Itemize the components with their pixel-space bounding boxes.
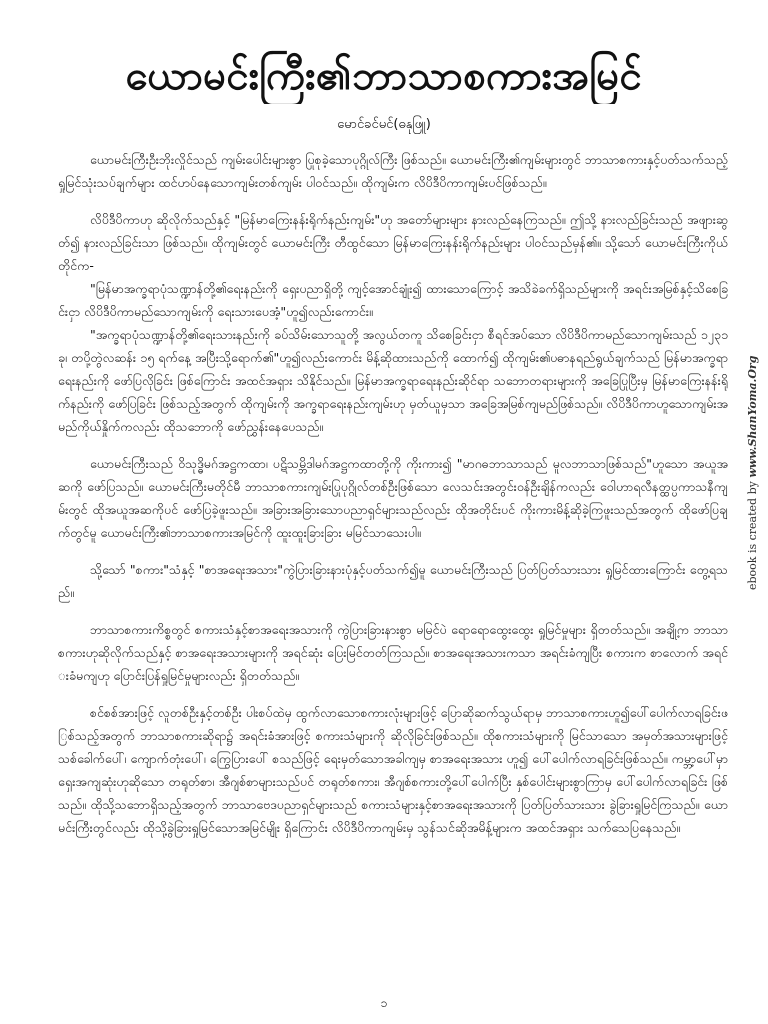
side-watermark-prefix: ebook is created by xyxy=(746,477,759,590)
paragraph: သို့သော် "စကား"သံနှင့် "စာအရေးအသား"ကွဲပြားခြားနားပုံနှင့်ပတ်သက်၍မူ ယောမင်းကြီးသည် ပြတ်ပြတ်သားသား ရှုမြင်ထားကြောင်း တွေ့ရသည်။ xyxy=(58,562,728,600)
side-watermark-text xyxy=(746,290,759,590)
article-body xyxy=(58,148,728,853)
paragraph: ယောမင်းကြီးသည် ဝိသုဒ္ဓိမဂ်အဋ္ဌကထာ၊ ပဋိသမ္ဘိဒါမဂ်အဋ္ဌကထာတို့ကို ကိုးကား၍ "မာဂဓဘာသာသည် မူလဘာသာဖြစ်သည်"ဟူသော အယူအဆကို ဖော်ပြသည်။ ယောမင်းကြီးမတိုင်မီ ဘာသာစကားကျမ်းပြုပုဂ္ဂိုလ်တစ်ဦးဖြစ်သော လေသင်းအတွင်းဝန်ဦးချိန်ကလည်း ဝေါဟာရလီနတ္ထပ္ပကာသနီကျမ်းတွင် ထိုအယူအဆကိုပင် ဖော်ပြခဲ့ဖူးသည်။ အခြားအခြားသောပညာရှင်များသည်လည်း ထိုအတိုင်းပင် ကိုးကားမိန့်ဆိုခဲ့ကြဖူးသည်အတွက် ထိုဖော်ပြချက်တွင်မူ ယောမင်းကြီး၏ဘာသာစကားအမြင်ကို ထူးထူးခြားခြား မမြင်သာသေးပါ။ xyxy=(58,456,728,540)
paragraph: လိပိဒီပိကာဟု ဆိုလိုက်သည်နှင့် "မြန်မာကြေးနန်းရိုက်နည်းကျမ်း"ဟု အတော်များများ နားလည်နေကြသည်။ ဤသို့ နားလည်ခြင်းသည် အဖျားဆွတ်၍ နားလည်ခြင်းသာ ဖြစ်သည်။ ထိုကျမ်းတွင် ယောမင်းကြီး တီထွင်သော မြန်မာကြေးနန်းရိုက်နည်းများ ပါဝင်သည်မှန်၏။ သို့သော် ယောမင်းကြီးကိုယ်တိုင်က- xyxy=(58,212,728,273)
paragraph: ယောမင်းကြီးဦးဘိုးလှိုင်သည် ကျမ်းပေါင်းများစွာ ပြုစုခဲ့သောပုဂ္ဂိုလ်ကြီး ဖြစ်သည်။ ယောမင်းကြီး၏ကျမ်းများတွင် ဘာသာစကားနှင့်ပတ်သက်သည့်ရှုမြင်သုံးသပ်ချက်များ ထင်ဟပ်နေသောကျမ်းတစ်ကျမ်း ပါဝင်သည်။ ထိုကျမ်းက လိပိဒီပိကာကျမ်းပင်ဖြစ်သည်။ xyxy=(58,152,728,190)
page-number: ၁ xyxy=(380,996,388,1010)
page-title: ယောမင်းကြီး၏ဘာသာစကားအမြင် xyxy=(125,53,643,99)
paragraph: "မြန်မာအက္ခရာပုံသဏ္ဍာန်တို့၏ရေးနည်းကို ရှေးပညာရှိတို့ ကျင့်အောင်ချုံး၍ ထားသောကြောင့် အသိခဲခက်ရှိသည်များကို အရင်းအမြစ်နှင့်သိစေခြင်းငှာ လိပိဒီပိကာမည်သောကျမ်းကို ရေးသားပေအံ့"ဟူ၍လည်းကောင်း။ xyxy=(58,281,728,319)
side-watermark-site: www.ShanYoma.Org xyxy=(746,355,759,478)
paragraph: စင်စစ်အားဖြင့် လူတစ်ဦးနှင့်တစ်ဦး ပါးစပ်ထဲမှ ထွက်လာသောစကားလုံးများဖြင့် ပြောဆိုဆက်သွယ်ရာမှ ဘာသာစကားဟူ၍ပေါ်ပေါက်လာရခြင်းဖြစ်သည့်အတွက် ဘာသာစကားဆိုရာ၌ အရင်းခံအားဖြင့် စကားသံများကို ဆိုလိုခြင်းဖြစ်သည်။ ထိုစကားသံများကို မြင်သာသော အမှတ်အသားများဖြင့် သစ်ခေါက်ပေါ်၊ ကျောက်တုံးပေါ်၊ ကြွေပြားပေါ် စသည်ဖြင့် ရေးမှတ်သောအခါကျမှ စာအရေးအသား ဟူ၍ ပေါ်ပေါက်လာရခြင်းဖြစ်သည်။ ကမ္ဘာ့ပေါ်မှာ ရှေးအကျဆုံးဟုဆိုသော တရုတ်စာ၊ အီဂျစ်စာများသည်ပင် တရုတ်စကား၊ အီဂျစ်စကားတို့ပေါ်ပေါက်ပြီး နှစ်ပေါင်းများစွာကြာမှ ပေါ်ပေါက်လာရခြင်း ဖြစ်သည်။ ထိုသို့သဘောရှိသည့်အတွက် ဘာသာဗေဒပညာရှင်များသည် စကားသံများနှင့်စာအရေးအသားကို ပြတ်ပြတ်သားသား ခွဲခြားရှုမြင်ကြသည်။ ယောမင်းကြီးတွင်လည်း ထိုသို့ခွဲခြားရှုမြင်သောအမြင်မျိုး ရှိကြောင်း လိပိဒီပိကာကျမ်းမှ သွန်သင်ဆိုအမိန့်များက အထင်အရှား သက်သေပြနေသည်။ xyxy=(58,705,728,835)
author-name: မောင်ခင်မင်(ဓနုဖြူ) xyxy=(337,117,431,132)
paragraph: ဘာသာစကားကိစ္စတွင် စကားသံနှင့်စာအရေးအသားကို ကွဲပြားခြားနားစွာ မမြင်ပဲ ရောရောထွေးထွေး ရှုမြင်မှုများ ရှိတတ်သည်။ အချို့က ဘာသာစကားဟုဆိုလိုက်သည်နှင့် စာအရေးအသားများကို အရင်ဆုံး ပြေးမြင်တတ်ကြသည်။ စာအရေးအသားကသာ အရင်းခံကျပြီး စကားက စာလောက် အရင်းခံမကျဟု ပြောင်းပြန်ရှုမြင်မှုများလည်း ရှိတတ်သည်။ xyxy=(58,622,728,683)
side-watermark xyxy=(746,290,760,590)
paragraph: "အက္ခရာပုံသဏ္ဍာန်တို့၏ရေးသားနည်းကို ခပ်သိမ်းသောသူတို့ အလွယ်တကူ သိစေခြင်းငှာ စီရင်အပ်သော လိပိဒီပိကာမည်သောကျမ်းသည် ၁၂၃၁ ခု၊ တပို့တွဲလဆန်း ၁၅ ရက်နေ့ အပြီးသို့ရောက်၏"ဟူ၍လည်းကောင်း မိန့်ဆိုထားသည်ကို ထောက်၍ ထိုကျမ်း၏ပဓာနရည်ရွယ်ချက်သည် မြန်မာအက္ခရာရေးနည်းကို ဖော်ပြလိုခြင်း ဖြစ်ကြောင်း အထင်အရှား သိနိုင်သည်။ မြန်မာအက္ခရာရေးနည်းဆိုင်ရာ သဘောတရားများကို အခြေပြုပြီးမှ မြန်မာကြေးနန်းရိုက်နည်းကို ဖော်ပြခြင်း ဖြစ်သည့်အတွက် ထိုကျမ်းကို အက္ခရာရေးနည်းကျမ်းဟု မှတ်ယူမှသာ အခြေအမြစ်ကျမည်ဖြစ်သည်။ လိပိဒီပိကာဟူသောကျမ်းအမည်ကိုယ်နှိုက်ကလည်း ထိုသဘောကို ဖော်ညွှန်းနေပေသည်။ xyxy=(58,327,728,434)
